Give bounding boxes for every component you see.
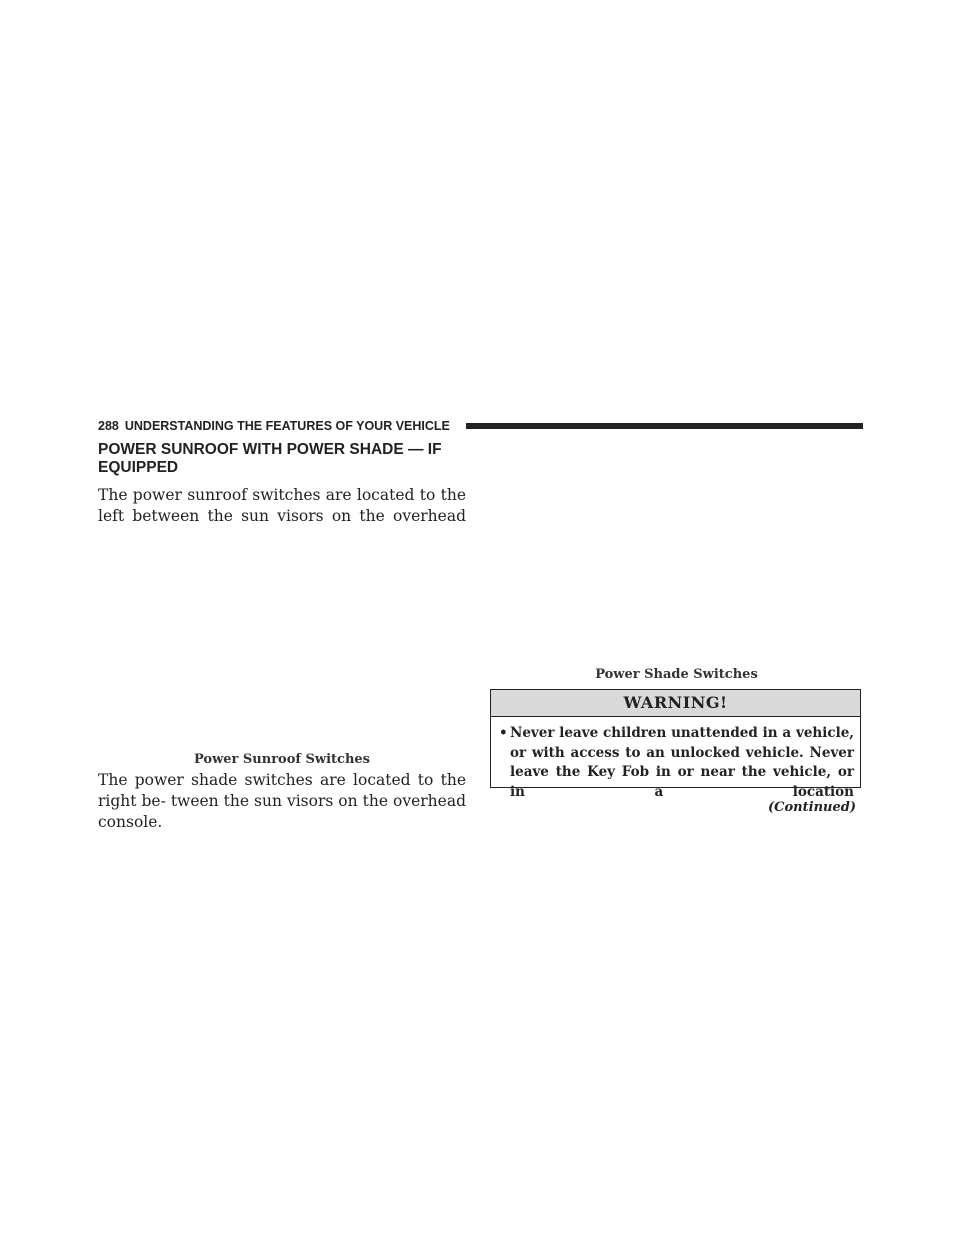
- warning-title: WARNING!: [491, 690, 860, 717]
- header-rule: [466, 423, 863, 429]
- section-title: POWER SUNROOF WITH POWER SHADE — IF EQUIPPED: [98, 441, 442, 476]
- continued-label: (Continued): [768, 800, 856, 815]
- warning-text: Never leave children unattended in a vehicle, or with access to an unlocked vehicle. Never leave the Key Fob in or near the vehicle, or in a location: [510, 725, 854, 800]
- power-shade-switches-caption: Power Shade Switches: [595, 667, 758, 682]
- shade-location-paragraph: The power shade switches are located to the right be- tween the sun visors on the overhead console.: [98, 771, 466, 831]
- power-shade-switches-image: [490, 440, 863, 662]
- sunroof-location-paragraph: The power sunroof switches are located to the left between the sun visors on the overhead: [98, 486, 466, 525]
- warning-box: [490, 689, 861, 800]
- bullet-icon: •: [499, 725, 508, 741]
- warning-body: [491, 717, 860, 802]
- power-sunroof-switches-image: [98, 530, 466, 725]
- page-number: 288: [98, 419, 119, 433]
- section-label: UNDERSTANDING THE FEATURES OF YOUR VEHICLE: [124, 419, 450, 433]
- page-header: [98, 418, 863, 434]
- power-sunroof-switches-caption: Power Sunroof Switches: [193, 752, 370, 767]
